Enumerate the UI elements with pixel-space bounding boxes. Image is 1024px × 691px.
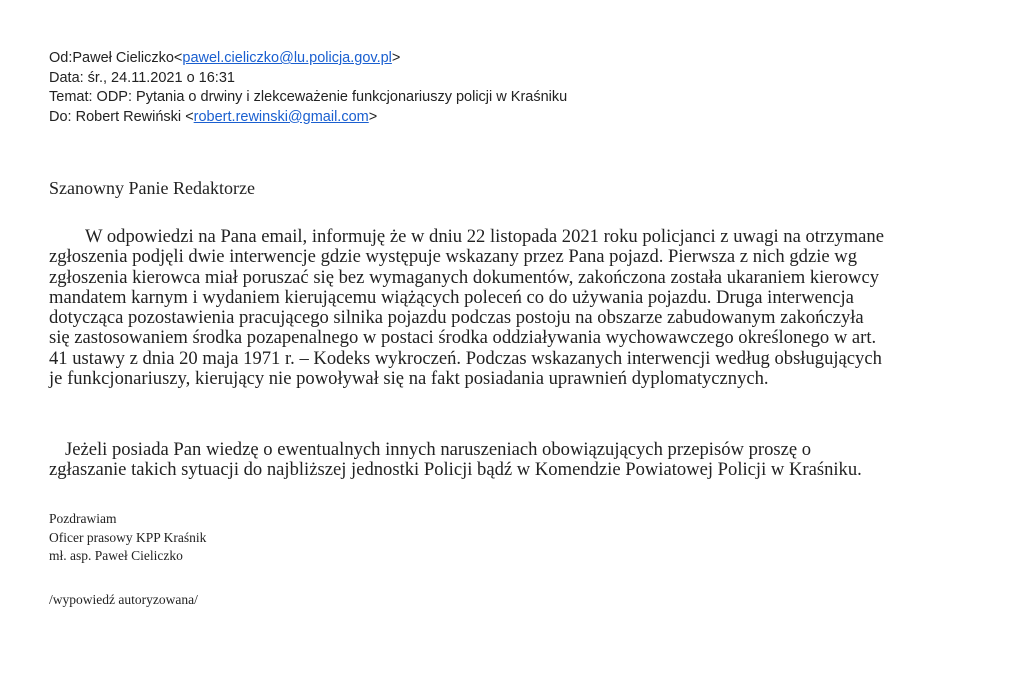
from-line: Od:Paweł Cieliczko<pawel.cieliczko@lu.policja.gov.pl> [49,50,401,66]
signature [49,510,206,566]
paragraph-line: zgłoszenia kierowca miał poruszać się bez wymaganych dokumentów, zakończona została ukaraniem kierowcy [49,266,880,288]
from-label: Od: [49,50,73,66]
greeting: Szanowny Panie Redaktorze [49,178,255,198]
paragraph-line: Jeżeli posiada Pan wiedzę o ewentualnych innych naruszeniach obowiązujących przepisów proszę o [65,439,812,460]
subject-line: Temat: ODP: Pytania o drwiny i zlekceważenie funkcjonariuszy policji w Kraśniku [49,89,568,106]
from-name: Paweł Cieliczko [72,50,174,66]
from-email-link[interactable]: pawel.cieliczko@lu.policja.gov.pl [182,50,392,66]
authorized-note: /wypowiedź autoryzowana/ [49,592,198,607]
paragraph-line: się zastosowaniem środka pozapenalnego w postaci środka oddziaływania wychowawczego określonego w art. [49,327,877,349]
paragraph-line: 41 ustawy z dnia 20 maja 1971 r. – Kodeks wykroczeń. Podczas wskazanych interwencji według obsługujących [49,347,882,369]
paragraph-line: je funkcjonariuszy, kierujący nie powoływał się na fakt posiadania uprawnień dyplomatycznych. [49,368,769,390]
paragraph-2 [49,440,862,481]
paragraph-line: zgłoszenia podjęli dwie interwencje gdzie występuje wskazany przez Pana pojazd. Pierwsza z nich gdzie wg [49,246,858,268]
signature-line: Pozdrawiam [49,511,117,526]
date-line: Data: śr., 24.11.2021 o 16:31 [49,69,235,86]
to-label: Do: Robert Rewiński [49,108,186,125]
signature-line: Oficer prasowy KPP Kraśnik [49,529,207,545]
to-email-link[interactable]: robert.rewinski@gmail.com [193,108,369,125]
paragraph-line: zgłaszanie takich sytuacji do najbliższej jednostki Policji bądź w Komendzie Powiatowej Policji w Kraśniku. [49,459,862,481]
paragraph-1 [49,227,884,389]
signature-line: mł. asp. Paweł Cieliczko [49,548,183,563]
email-header [49,49,567,127]
to-line: Do: Robert Rewiński <robert.rewinski@gmail.com> [49,108,378,125]
paragraph-line: W odpowiedzi na Pana email, informuję że w dniu 22 listopada 2021 roku policjanci z uwagi na otrzymane [85,226,884,247]
paragraph-line: dotycząca pozostawienia pracującego silnika pojazdu podczas postoju na obszarze zabudowanym zakończyła [49,307,864,329]
paragraph-line: mandatem karnym i wydaniem kierującemu wiążących poleceń co do używania pojazdu. Druga interwencja [49,286,854,308]
